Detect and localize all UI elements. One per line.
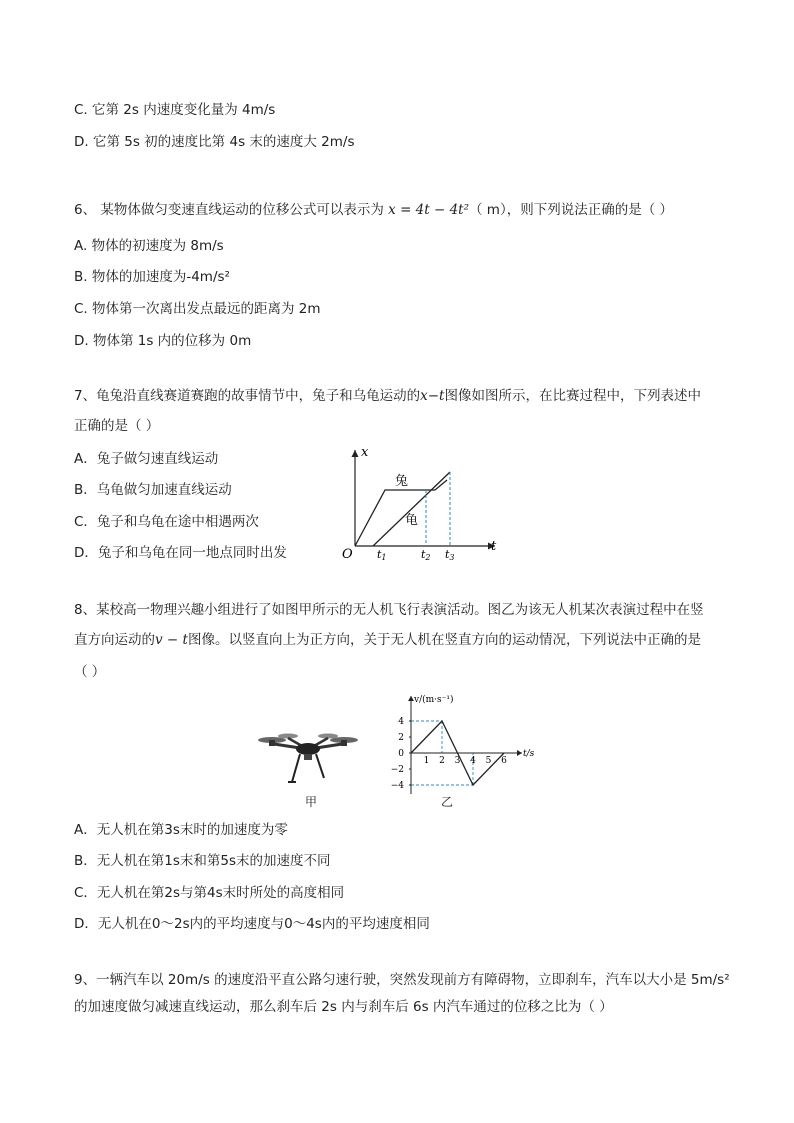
q7-rabbit-label: 兔 [395,474,409,489]
q8-option-a: A．无人机在第3s末时的加速度为零 [74,822,288,838]
vt-x-tick-label: 5 [485,756,492,766]
q7-x-axis-label: x [361,445,369,460]
q8-option-c: C．无人机在第2s与第4s末时所处的高度相同 [74,885,345,901]
q7-stem-prefix: 7、龟兔沿直线赛道赛跑的故事情节中，兔子和乌龟运动的 [74,388,421,404]
q8-stem-prefix: 直方向运动的 [74,632,155,648]
q7-xt-graph [335,442,510,562]
q9-stem-line1: 9、一辆汽车以 20m/s 的速度沿平直公路匀速行驶，突然发现前方有障碍物，立即刹车，汽车以大小是 5m/s² [74,972,730,988]
q7-option-a: A．兔子做匀速直线运动 [74,451,219,467]
q7-origin-label: O [342,547,353,562]
vt-x-tick-label: 1 [423,756,430,766]
q7-turtle-line [373,472,450,546]
q5-option-d: D. 它第 5s 初的速度比第 4s 末的速度大 2m/s [74,134,355,150]
q6-stem-suffix: （ m），则下列说法正确的是（ ） [469,202,673,218]
q7-stem-suffix: 图像如图所示，在比赛过程中，下列表述中 [444,388,701,404]
q6-option-a: A. 物体的初速度为 8m/s [74,238,224,254]
vt-caption: 乙 [441,795,454,809]
vt-y-label: v/(m·s⁻¹) [414,695,454,705]
vt-x-label: t/s [523,749,535,759]
q6-stem [74,200,673,220]
q7-t1-label: t1 [377,548,387,562]
q7-option-c: C．兔子和乌龟在途中相遇两次 [74,514,259,530]
q8-stem-line1: 8、某校高一物理兴趣小组进行了如图甲所示的无人机飞行表演活动。图乙为该无人机某次表演过程中在竖 [74,602,704,618]
q6-option-b: B. 物体的加速度为-4m/s² [74,269,230,285]
vt-y-tick-label: −2 [390,765,404,775]
q6-formula: x = 4t − 4t² [388,202,470,218]
q7-t-axis-label: t [491,539,497,554]
q7-stem-line1 [74,386,701,406]
vt-x-tick-label: 3 [454,756,461,766]
vt-x-tick-label: 6 [501,756,507,766]
q7-option-d: D．兔子和乌龟在同一地点同时出发 [74,545,287,561]
vt-y-tick-label: 0 [398,749,404,759]
vt-y-tick-label: 2 [398,733,404,743]
q8-option-b: B．无人机在第1s末和第5s末的加速度不同 [74,853,331,869]
q8-option-d: D．无人机在0～2s内的平均速度与0～4s内的平均速度相同 [74,916,430,932]
vt-y-tick-label: 4 [398,717,404,727]
q6-option-c: C. 物体第一次离出发点最远的距离为 2m [74,301,321,317]
q7-stem-line2: 正确的是（ ） [74,418,160,434]
q8-stem-line2 [74,630,701,650]
q9-stem-line2: 的加速度做匀减速直线运动，那么刹车后 2s 内与刹车后 6s 内汽车通过的位移之比为（ ） [74,999,613,1015]
q7-t2-label: t2 [421,548,431,562]
q7-rabbit-line [355,480,447,546]
vt-x-tick-label: 2 [439,756,445,766]
q7-t3-label: t3 [445,548,455,562]
drone-caption: 甲 [305,795,318,809]
q6-option-d: D. 物体第 1s 内的位移为 0m [74,333,252,349]
vt-x-tick-label: 4 [470,756,476,766]
q8-stem-line3: （ ） [74,664,106,680]
vt-y-tick-label: −4 [390,781,404,791]
q5-option-c: C. 它第 2s 内速度变化量为 4m/s [74,102,276,118]
q8-stem-math: v − t [155,632,188,648]
q7-turtle-label: 龟 [405,513,419,528]
q6-stem-prefix: 6、 某物体做匀变速直线运动的位移公式可以表示为 [74,202,389,218]
drone-image [258,728,358,788]
q7-option-b: B．乌龟做匀加速直线运动 [74,482,232,498]
q7-stem-math: x−t [420,388,445,404]
q8-stem-suffix: 图像。以竖直向上为正方向，关于无人机在竖直方向的运动情况，下列说法中正确的是 [187,632,701,648]
vt-graph [390,690,550,800]
